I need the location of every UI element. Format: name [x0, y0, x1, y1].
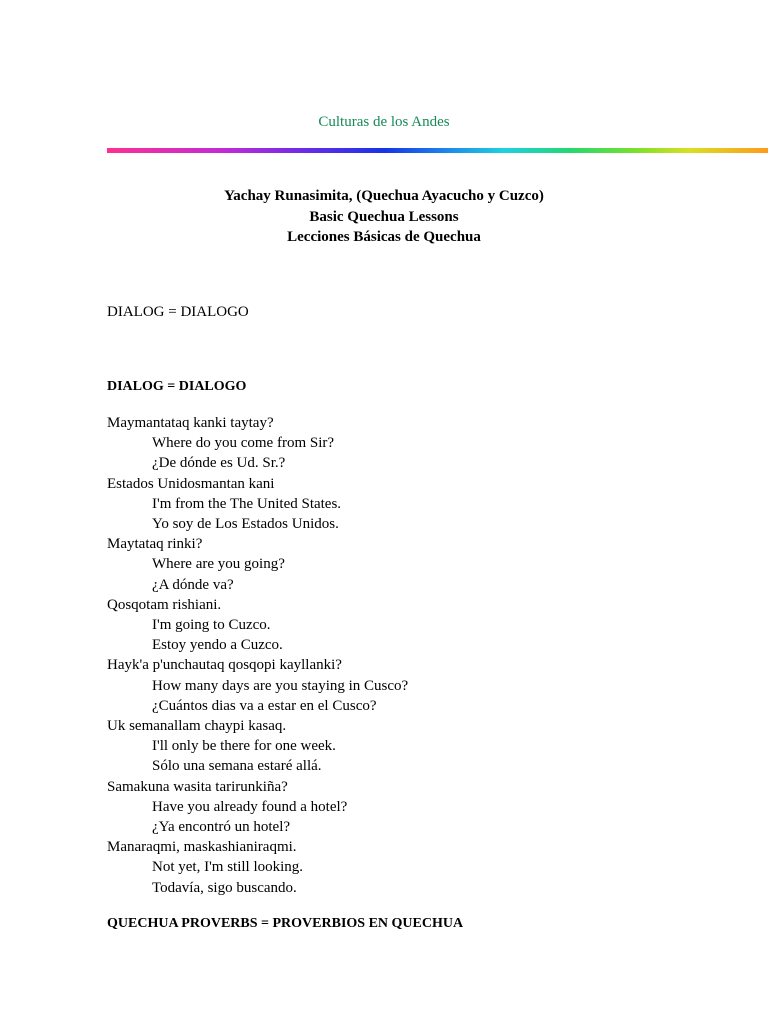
- dialog-quechua-line: Uk semanallam chaypi kasaq.: [107, 718, 287, 735]
- dialog-quechua-line: Qosqotam rishiani.: [107, 596, 222, 613]
- dialog-spanish-line: Yo soy de Los Estados Unidos.: [152, 516, 339, 533]
- dialog-spanish-line: ¿De dónde es Ud. Sr.?: [152, 455, 286, 472]
- dialog-english-line: I'll only be there for one week.: [152, 738, 336, 755]
- document-title: Yachay Runasimita, (Quechua Ayacucho y Cuzco): [224, 188, 544, 204]
- document-subtitle-english: Basic Quechua Lessons: [309, 208, 459, 225]
- dialog-quechua-line: Manaraqmi, maskashianiraqmi.: [107, 839, 297, 856]
- proverbs-heading: QUECHUA PROVERBS = PROVERBIOS EN QUECHUA: [107, 916, 464, 931]
- dialog-english-line: Where are you going?: [152, 556, 285, 573]
- dialog-english-line: Where do you come from Sir?: [152, 435, 335, 452]
- dialog-spanish-line: Sólo una semana estaré allá.: [152, 758, 322, 775]
- dialog-subheading: DIALOG = DIALOGO: [107, 379, 247, 394]
- dialog-english-line: I'm going to Cuzco.: [152, 617, 271, 634]
- dialog-english-line: I'm from the The United States.: [152, 495, 342, 512]
- document-title-block: [0, 186, 768, 248]
- dialog-english-line: How many days are you staying in Cusco?: [152, 677, 409, 694]
- dialog-spanish-line: Todavía, sigo buscando.: [152, 879, 297, 896]
- dialog-spanish-line: Estoy yendo a Cuzco.: [152, 637, 283, 654]
- dialog-quechua-line: Hayk'a p'unchautaq qosqopi kayllanki?: [107, 657, 342, 674]
- dialog-quechua-line: Estados Unidosmantan kani: [107, 475, 275, 492]
- rainbow-divider: [107, 148, 768, 153]
- dialog-heading: DIALOG = DIALOGO: [107, 304, 249, 320]
- site-title: Culturas de los Andes: [318, 114, 450, 130]
- dialog-quechua-line: Maymantataq kanki taytay?: [107, 415, 274, 431]
- dialog-spanish-line: ¿Cuántos dias va a estar en el Cusco?: [152, 697, 377, 714]
- dialog-english-line: Have you already found a hotel?: [152, 798, 348, 815]
- dialog-spanish-line: ¿Ya encontró un hotel?: [152, 819, 291, 836]
- document-subtitle-spanish: Lecciones Básicas de Quechua: [287, 229, 481, 245]
- dialog-quechua-line: Maytataq rinki?: [107, 536, 203, 553]
- dialog-spanish-line: ¿A dónde va?: [152, 576, 234, 593]
- dialog-list: [107, 413, 747, 898]
- dialog-quechua-line: Samakuna wasita tarirunkiña?: [107, 778, 288, 795]
- dialog-english-line: Not yet, I'm still looking.: [152, 859, 304, 876]
